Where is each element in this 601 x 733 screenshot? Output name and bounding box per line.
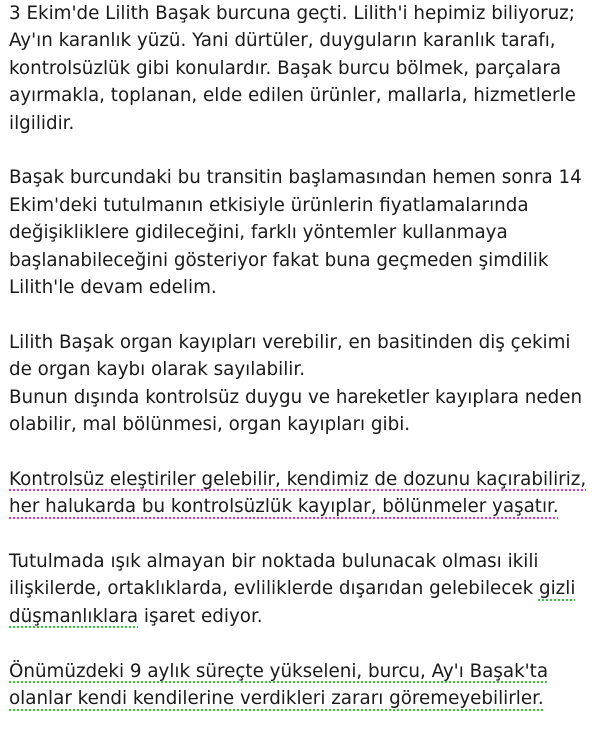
paragraph-6 <box>9 658 597 713</box>
text-line: olabilir, mal bölünmesi, organ kayıpları gibi. <box>9 414 411 436</box>
grammar-underlined-text[interactable]: olanlar kendi kendilerine verdikleri zararı göremeyebilirler. <box>9 688 544 710</box>
text-line: Başak burcundaki bu transitin başlamasından hemen sonra 14 <box>9 167 582 189</box>
text-line: kontrolsüzlük gibi konulardır. Başak burcu bölmek, parçalara <box>9 57 562 79</box>
text-line: Lilith Başak organ kayıpları verebilir, en basitinden diş çekimi <box>9 331 571 353</box>
text-line <box>9 466 597 493</box>
paragraph-gap <box>9 301 597 328</box>
document-body <box>9 0 597 712</box>
text-line <box>9 493 597 520</box>
text-line: Tutulmada ışık almayan bir noktada bulunacak olması ikili <box>9 551 539 573</box>
grammar-underlined-text[interactable]: düşmanlıklara <box>9 605 139 627</box>
text-line: Ekim'deki tutulmanın etkisiyle ürünlerin fiyatlamalarında <box>9 194 529 216</box>
spellcheck-underlined-text[interactable]: her halukarda bu kontrolsüzlük kayıplar, bölünmeler yaşatır. <box>9 496 559 518</box>
text-line: Ay'ın karanlık yüzü. Yani dürtüler, duyguların karanlık tarafı, <box>9 30 556 52</box>
text-line <box>9 575 597 602</box>
paragraph-2 <box>9 164 597 301</box>
paragraph-gap <box>9 630 597 657</box>
text-line: başlanabileceğini gösteriyor fakat buna geçmeden şimdilik <box>9 249 549 271</box>
paragraph-gap <box>9 521 597 548</box>
paragraph-1 <box>9 0 597 137</box>
paragraph-3 <box>9 329 597 439</box>
grammar-underlined-text[interactable]: Önümüzdeki 9 aylık süreçte yükseleni, burcu, Ay'ı Başak'ta <box>9 660 549 682</box>
text-line <box>9 658 597 685</box>
text-line: ayırmakla, toplanan, elde edilen ürünler, mallarla, hizmetlerle <box>9 85 576 107</box>
paragraph-gap <box>9 137 597 164</box>
spellcheck-underlined-text[interactable]: Kontrolsüz eleştiriler gelebilir, kendimiz de dozunu kaçırabiliriz, <box>9 468 587 490</box>
text-segment: ilişkilerde, ortaklıklarda, evliliklerde dışarıdan gelebilecek <box>9 578 539 600</box>
text-line <box>9 603 597 630</box>
paragraph-gap <box>9 438 597 465</box>
paragraph-5 <box>9 548 597 630</box>
text-line: Lilith'le devam edelim. <box>9 277 217 299</box>
text-line <box>9 685 597 712</box>
text-line: de organ kaybı olarak sayılabilir. <box>9 359 306 381</box>
paragraph-4 <box>9 466 597 521</box>
text-line: değişikliklere gidileceğini, farklı yöntemler kullanmaya <box>9 222 508 244</box>
text-segment: işaret ediyor. <box>138 605 263 627</box>
text-line: ilgilidir. <box>9 112 75 134</box>
text-line: Bunun dışında kontrolsüz duygu ve hareketler kayıplara neden <box>9 386 583 408</box>
grammar-underlined-text[interactable]: gizli <box>538 578 576 600</box>
text-line: 3 Ekim'de Lilith Başak burcuna geçti. Lilith'i hepimiz biliyoruz; <box>9 3 575 24</box>
